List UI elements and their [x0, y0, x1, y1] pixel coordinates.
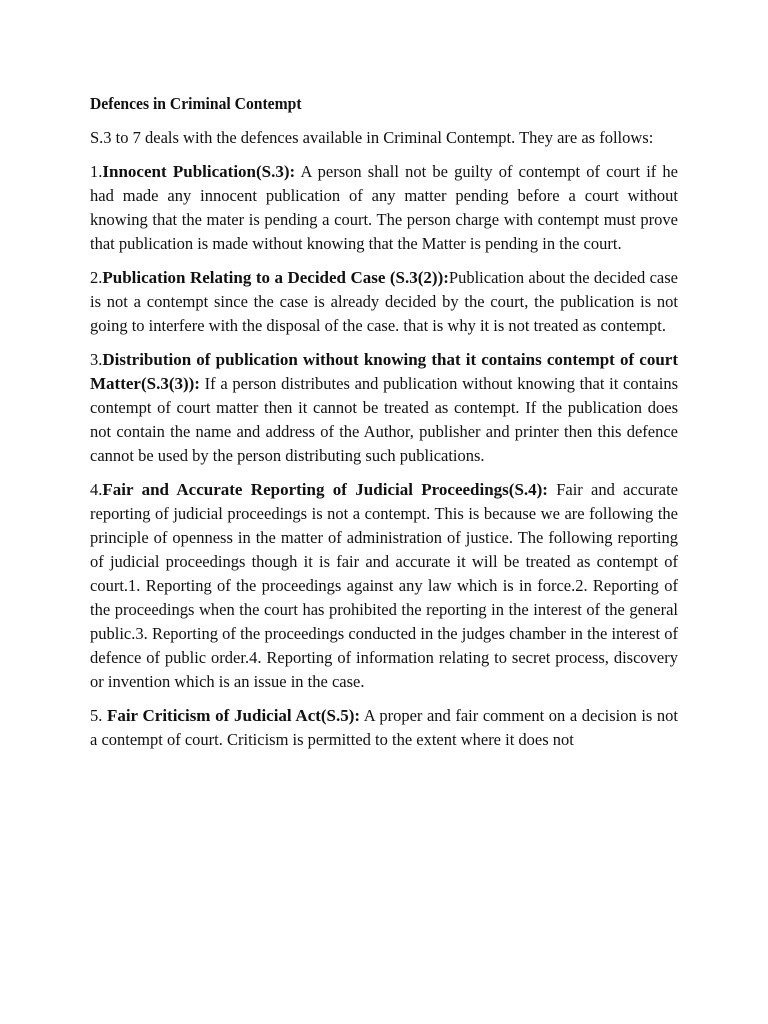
section-heading: Distribution of publication without knowing that it contains contempt of court Matter(S.3(3)): — [90, 350, 678, 393]
section-number: 5. — [90, 706, 107, 725]
section-number: 3. — [90, 350, 103, 369]
section-fair-reporting — [90, 478, 678, 694]
section-body: A proper and fair comment on a decision is not a contempt of court. Criticism is permitted to the extent where it does not — [90, 706, 679, 749]
section-number: 1. — [90, 162, 103, 181]
section-decided-case — [90, 266, 678, 338]
intro-paragraph: S.3 to 7 deals with the defences available in Criminal Contempt. They are as follows: — [90, 128, 654, 147]
section-body: Publication about the decided case is not a contempt since the case is already decided by the court, the publication is not going to interfere with the disposal of the case. that is why it is not treated as contempt. — [90, 268, 678, 335]
section-heading: Fair Criticism of Judicial Act(S.5): — [106, 706, 361, 725]
section-heading: Publication Relating to a Decided Case (S.3(2)): — [102, 268, 449, 287]
section-body: A person shall not be guilty of contempt of court if he had made any innocent publication of any matter pending before a court without knowing that the mater is pending a court. The person charge with contempt must prove that publication is made without knowing that the Matter is pending in the court. — [90, 162, 679, 253]
section-body: If a person distributes and publication without knowing that it contains contempt of court matter then it cannot be treated as contempt. If the publication does not contain the name and address of the Author, publisher and printer then this defence cannot be used by the person distributing such publications. — [90, 374, 678, 465]
document-title: Defences in Criminal Contempt — [90, 94, 302, 113]
section-number: 2. — [90, 268, 103, 287]
section-distribution — [90, 348, 678, 468]
section-body: Fair and accurate reporting of judicial proceedings is not a contempt. This is because we are following the principle of openness in the matter of administration of justice. The following reporting of judicial proceedings though it is fair and accurate it will be treated as contempt of court.1. Reporting of the proceedings against any law which is in force.2. Reporting of the proceedings when the court has prohibited the reporting in the interest of the general public.3. Reporting of the proceedings conducted in the judges chamber in the interest of defence of public order.4. Reporting of information relating to secret process, discovery or invention which is an issue in the case. — [90, 480, 678, 691]
section-heading: Fair and Accurate Reporting of Judicial Proceedings(S.4): — [102, 480, 548, 499]
document-content — [90, 92, 678, 762]
section-heading: Innocent Publication(S.3): — [102, 162, 296, 181]
section-innocent-publication — [90, 160, 678, 256]
section-fair-criticism — [90, 704, 678, 752]
section-number: 4. — [90, 480, 103, 499]
